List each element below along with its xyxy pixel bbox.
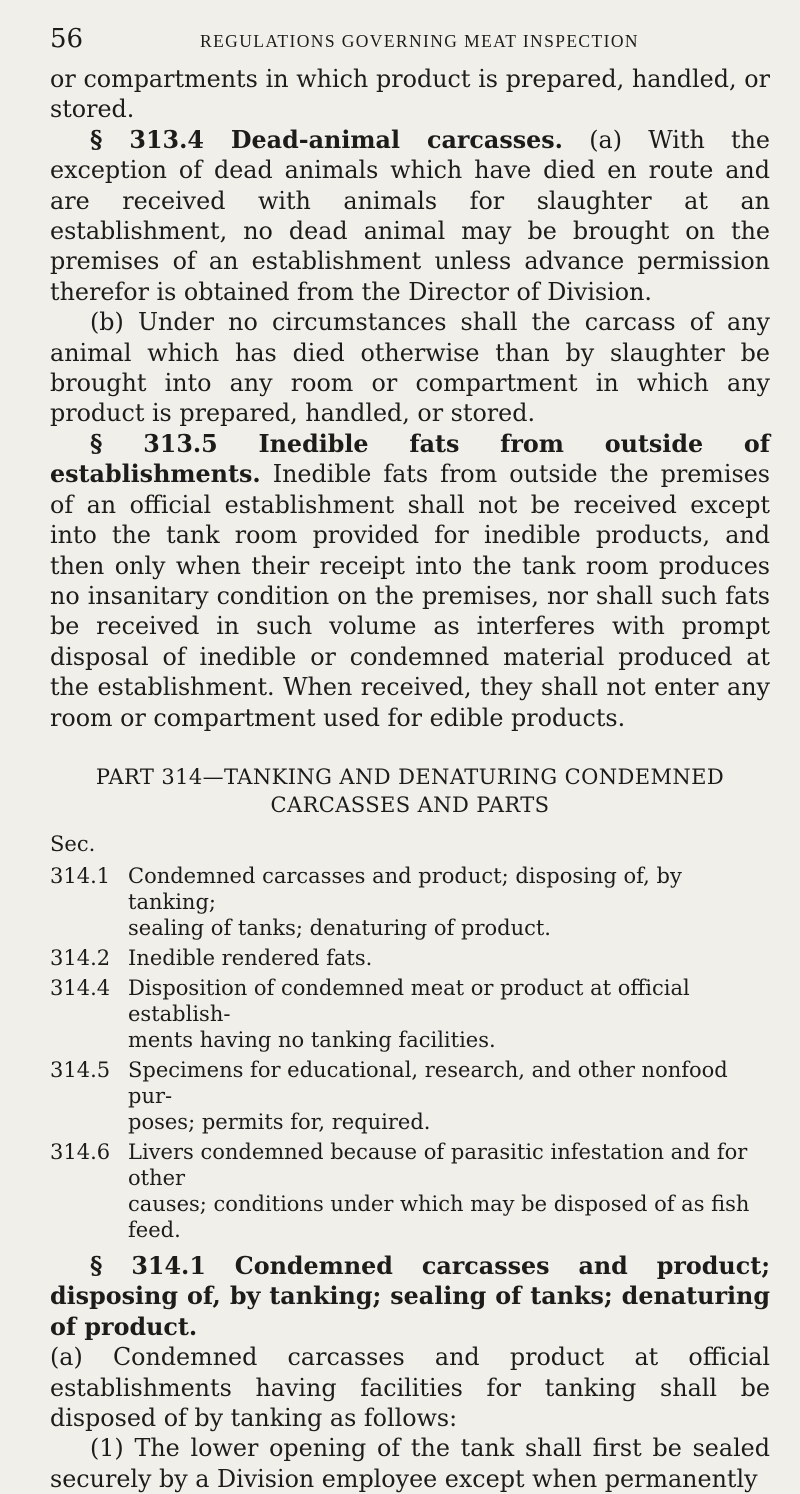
toc-item-line-1: Disposition of condemned meat or product at official establish- — [128, 975, 690, 1026]
toc-item-number: 314.4 — [50, 975, 111, 1000]
toc-item-line-1: Livers condemned because of parasitic infestation and for other — [128, 1139, 748, 1190]
page — [50, 24, 770, 1494]
toc-item-line-2: sealing of tanks; denaturing of product. — [128, 915, 551, 940]
part-title-line-2: CARCASSES AND PARTS — [270, 792, 550, 817]
toc-item-number: 314.1 — [50, 863, 111, 888]
section-313-4-b: (b) Under no circumstances shall the carcass of any animal which has died otherwise than by slaughter be brought into any room or compartment in which any product is prepared, handled, or stored. — [50, 308, 770, 428]
section-314-1-heading-para — [50, 1251, 770, 1342]
section-313-5 — [50, 429, 770, 733]
section-table-of-contents — [50, 831, 770, 1243]
continued-paragraph: or compartments in which product is prepared, handled, or stored. — [50, 65, 770, 124]
section-313-4-heading: § 313.4 Dead-animal carcasses. — [90, 125, 563, 154]
section-313-5-heading: § 313.5 Inedible fats from outside of establishments. — [50, 429, 770, 489]
part-title — [50, 763, 770, 819]
toc-item-line-1: Specimens for educational, research, and other nonfood pur- — [128, 1057, 728, 1108]
toc-item-line-2: ments having no tanking facilities. — [128, 1027, 496, 1052]
toc-item — [50, 975, 770, 1053]
toc-item-line-1: Inedible rendered fats. — [128, 945, 373, 970]
toc-item — [50, 945, 770, 971]
page-number: 56 — [50, 24, 84, 54]
running-title: REGULATIONS GOVERNING MEAT INSPECTION — [200, 31, 639, 51]
toc-item-number: 314.5 — [50, 1057, 111, 1082]
section-313-4-a — [50, 125, 770, 307]
toc-item-line-2: causes; conditions under which may be disposed of as fish feed. — [128, 1191, 750, 1242]
section-314-1-a-1: (1) The lower opening of the tank shall first be sealed securely by a Division employee except when permanently — [50, 1434, 770, 1493]
toc-item-line-2: poses; permits for, required. — [128, 1109, 431, 1134]
toc-item-line-1: Condemned carcasses and product; disposing of, by tanking; — [128, 863, 682, 914]
section-313-5-text: Inedible fats from outside the premises of an official establishment shall not be received except into the tank room provided for inedible products, and then only when their receipt into the tank room produces no insanitary condition on the premises, nor shall such fats be received in such volume as interferes with prompt disposal of inedible or condemned material produced at the establishment. When received, they shall not enter any room or compartment used for edible products. — [50, 460, 770, 732]
toc-item — [50, 1139, 770, 1243]
section-313-4-a-text: (a) With the exception of dead animals which have died en route and are received with animals for slaughter at an establishment, no dead animal may be brought on the premises of an establishment unless advance permission therefor is obtained from the Director of Division. — [50, 125, 770, 306]
toc-item-number: 314.2 — [50, 945, 111, 970]
page-header — [50, 24, 770, 64]
toc-item — [50, 863, 770, 941]
section-314-1-heading: § 314.1 Condemned carcasses and product; disposing of, by tanking; sealing of tanks; denaturing of product. — [50, 1251, 770, 1341]
toc-item-number: 314.6 — [50, 1139, 111, 1164]
section-314-1-a: (a) Condemned carcasses and product at official establishments having facilities for tanking shall be disposed of by tanking as follows: — [50, 1343, 770, 1432]
toc-item — [50, 1057, 770, 1135]
part-title-line-1: PART 314—TANKING AND DENATURING CONDEMNED — [95, 764, 725, 789]
toc-sec-label: Sec. — [50, 831, 96, 856]
